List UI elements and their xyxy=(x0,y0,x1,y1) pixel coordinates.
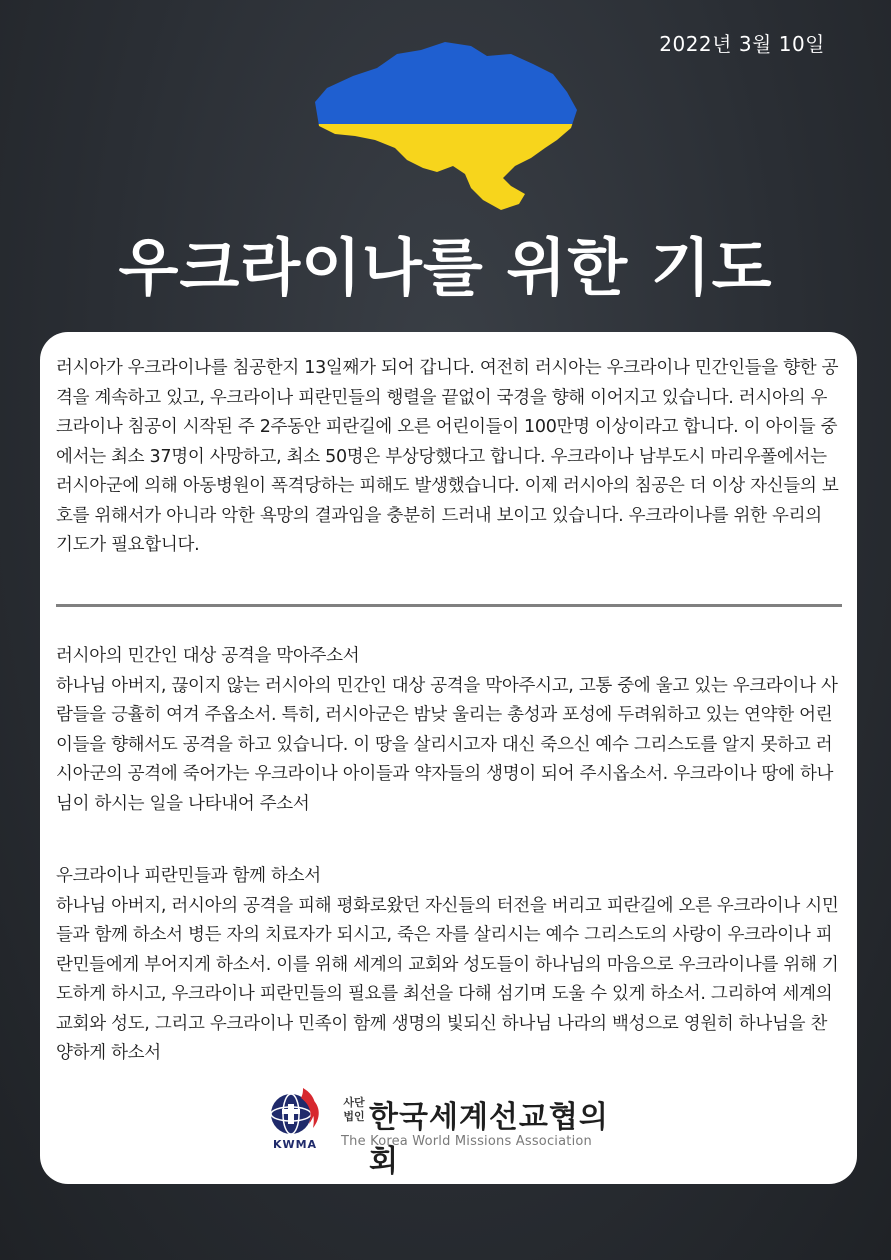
prayer-section xyxy=(56,862,842,1069)
logo-english-name: The Korea World Missions Association xyxy=(341,1134,592,1149)
intro-paragraph: 러시아가 우크라이나를 침공한지 13일째가 되어 갑니다. 여전히 러시아는 우크라이나 민간인들을 향한 공격을 계속하고 있고, 우크라이나 피란민들의 행렬을 끝없이 국경을 향해 이어지고 있습니다. 러시아의 우크라이나 침공이 시작된 주 2주동안 피란길에 오른 어린이들이 100만명 이상이라고 합니다. 이 아이들 중에서는 최소 37명이 사망하고, 최소 50명은 부상당했다고 합니다. 우크라이나 남부도시 마리우폴에서는 러시아군에 의해 아동병원이 폭격당하는 피해도 발생했습니다. 이제 러시아의 침공은 더 이상 자신들의 보호를 위해서가 아니라 악한 욕망의 결과임을 충분히 드러내 보이고 있습니다. 우크라이나를 위한 우리의 기도가 필요합니다. xyxy=(56,358,839,555)
page-title: 우크라이나를 위한 기도 xyxy=(118,231,773,304)
logo-corp-bottom: 법인 xyxy=(343,1110,365,1123)
content-card xyxy=(40,332,857,1184)
divider xyxy=(56,604,842,607)
logo-abbreviation: KWMA xyxy=(272,1138,318,1151)
logo-korean-name: 한국세계선교협의회 xyxy=(369,1100,609,1179)
kwma-logo xyxy=(265,1084,635,1179)
prayer-heading: 우크라이나 피란민들과 함께 하소서 xyxy=(56,866,321,886)
prayer-section xyxy=(56,642,842,819)
prayer-body: 하나님 아버지, 러시아의 공격을 피해 평화로왔던 자신들의 터전을 버리고 피란길에 오른 우크라이나 시민들과 함께 하소서 병든 자의 치료자가 되시고, 죽은 자를 살리시는 예수 그리스도의 사랑이 우크라이나 피란민들에게 부어지게 하소서. 이를 위해 세계의 교회와 성도들이 하나님의 마음으로 우크라이나를 위해 기도하게 하시고, 우크라이나 피란민들의 필요를 최선을 다해 섬기며 도울 수 있게 하소서. 그리하여 세계의 교회와 성도, 그리고 우크라이나 민족이 함께 생명의 빛되신 하나님 나라의 백성으로 영원히 하나님을 찬양하게 하소서 xyxy=(56,895,839,1063)
prayer-body: 하나님 아버지, 끊이지 않는 러시아의 민간인 대상 공격을 막아주시고, 고통 중에 울고 있는 우크라이나 사람들을 긍휼히 여겨 주옵소서. 특히, 러시아군은 밤낮 울리는 총성과 포성에 두려워하고 있는 연약한 어린이들을 향해서도 공격을 하고 있습니다. 이 땅을 살리시고자 대신 죽으신 예수 그리스도를 알지 못하고 러시아군의 공격에 죽어가는 우크라이나 아이들과 약자들의 생명이 되어 주시옵소서. 우크라이나 땅에 하나님이 하시는 일을 나타내어 주소서 xyxy=(56,675,838,814)
ukraine-flag-map-icon xyxy=(305,40,585,215)
prayer-heading: 러시아의 민간인 대상 공격을 막아주소서 xyxy=(56,646,360,666)
logo-corporation-label xyxy=(339,1096,369,1124)
logo-corp-top: 사단 xyxy=(343,1096,365,1109)
date: 2022년 3월 10일 xyxy=(659,32,825,56)
